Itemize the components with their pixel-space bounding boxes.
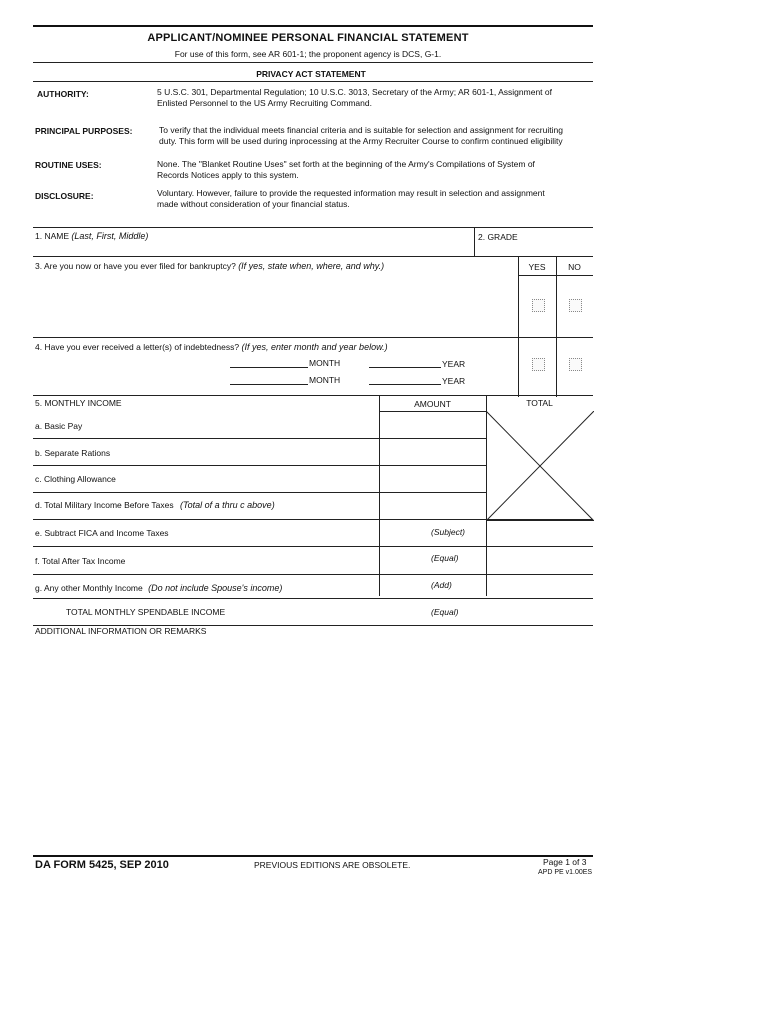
grade-field[interactable] xyxy=(478,243,590,256)
routine-uses-label: ROUTINE USES: xyxy=(35,160,102,170)
clothing-allowance-amount[interactable] xyxy=(381,467,484,491)
basic-pay-label: a. Basic Pay xyxy=(35,421,83,431)
name-label xyxy=(35,231,148,241)
indebtedness-no-checkbox[interactable] xyxy=(569,358,582,371)
disclosure-text-1: Voluntary. However, failure to provide the requested information may result in selection and assignment xyxy=(157,188,545,198)
total-header: TOTAL xyxy=(526,398,553,408)
purposes-text-2: duty. This form will be used during inprocessing at the Army Recruiter Course to confirm continued eligibility xyxy=(159,136,563,146)
privacy-end-rule xyxy=(33,227,593,228)
basic-pay-amount[interactable] xyxy=(381,413,484,437)
amount-header-rule xyxy=(379,411,486,412)
name-row-rule xyxy=(33,256,593,257)
bankruptcy-question-text: 3. Are you now or have you ever filed for bankruptcy? xyxy=(35,261,236,271)
top-rule xyxy=(33,25,593,27)
separate-rations-amount[interactable] xyxy=(381,440,484,464)
name-field[interactable] xyxy=(35,242,471,256)
remarks-label: ADDITIONAL INFORMATION OR REMARKS xyxy=(35,626,207,636)
bankruptcy-question xyxy=(35,261,384,271)
month-1-line[interactable] xyxy=(230,367,308,368)
monthly-income-heading: 5. MONTHLY INCOME xyxy=(35,398,122,408)
total-military-income-hint: (Total of a thru c above) xyxy=(179,500,275,510)
yes-no-header-rule xyxy=(518,275,593,276)
authority-text-1: 5 U.S.C. 301, Departmental Regulation; 10 U.S.C. 3013, Secretary of the Army; AR 601-1, Assignment of xyxy=(157,87,552,97)
year-1-line[interactable] xyxy=(369,367,441,368)
year-2-line[interactable] xyxy=(369,384,441,385)
amount-header: AMOUNT xyxy=(414,399,451,409)
total-military-income-text: d. Total Military Income Before Taxes xyxy=(35,500,174,510)
amount-col-left xyxy=(379,395,380,596)
purposes-text-1: To verify that the individual meets financial criteria and is suitable for selection and assignment for recruiting xyxy=(159,125,563,135)
year-2-label: YEAR xyxy=(442,376,466,386)
row-c-rule xyxy=(33,492,486,493)
indebtedness-question-text: 4. Have you ever received a letter(s) of indebtedness? xyxy=(35,342,240,352)
yes-no-divider xyxy=(556,256,557,397)
fica-taxes-total[interactable] xyxy=(488,521,591,545)
row-a-rule xyxy=(33,438,486,439)
remarks-field[interactable] xyxy=(35,640,591,852)
fica-taxes-tag: (Subject) xyxy=(431,527,466,537)
total-crossed-box xyxy=(486,411,594,521)
indebtedness-question xyxy=(35,342,388,352)
row-g-rule xyxy=(33,598,593,599)
disclosure-text-2: made without consideration of your financial status. xyxy=(157,199,350,209)
month-1-label: MONTH xyxy=(309,358,341,368)
disclosure-label: DISCLOSURE: xyxy=(35,191,94,201)
other-income-hint: (Do not include Spouse's income) xyxy=(148,583,283,593)
total-spendable-label: TOTAL MONTHLY SPENDABLE INCOME xyxy=(66,607,226,617)
privacy-rule xyxy=(33,81,593,82)
after-tax-income-tag: (Equal) xyxy=(431,553,459,563)
footer-rule xyxy=(33,855,593,857)
other-income-label xyxy=(35,583,282,593)
year-1-label: YEAR xyxy=(442,359,466,369)
other-income-text: g. Any other Monthly Income xyxy=(35,583,143,593)
row-d-rule xyxy=(33,519,593,520)
month-2-line[interactable] xyxy=(230,384,308,385)
privacy-heading: PRIVACY ACT STATEMENT xyxy=(256,69,366,79)
form-id: DA FORM 5425, SEP 2010 xyxy=(35,859,169,871)
indebtedness-hint: (If yes, enter month and year below.) xyxy=(241,342,388,352)
subtitle-rule xyxy=(33,62,593,63)
version-label: APD PE v1.00ES xyxy=(538,869,593,876)
separate-rations-label: b. Separate Rations xyxy=(35,448,111,458)
obsolete-notice: PREVIOUS EDITIONS ARE OBSOLETE. xyxy=(254,860,411,870)
row-e-rule xyxy=(33,546,593,547)
routine-uses-text-2: Records Notices apply to this system. xyxy=(157,170,299,180)
fica-taxes-label: e. Subtract FICA and Income Taxes xyxy=(35,528,169,538)
month-2-label: MONTH xyxy=(309,375,341,385)
clothing-allowance-label: c. Clothing Allowance xyxy=(35,474,116,484)
form-subtitle: For use of this form, see AR 601-1; the proponent agency is DCS, G-1. xyxy=(174,49,442,59)
total-spendable-tag: (Equal) xyxy=(431,607,459,617)
form-title: APPLICANT/NOMINEE PERSONAL FINANCIAL STATEMENT xyxy=(147,32,469,44)
yes-column-left xyxy=(518,256,519,397)
other-income-total[interactable] xyxy=(488,576,591,596)
name-label-text: 1. NAME xyxy=(35,231,70,241)
page-number: Page 1 of 3 xyxy=(543,857,587,867)
bankruptcy-explanation-field[interactable] xyxy=(35,275,515,335)
row-b-rule xyxy=(33,465,486,466)
bankruptcy-yes-checkbox[interactable] xyxy=(532,299,545,312)
bankruptcy-hint: (If yes, state when, where, and why.) xyxy=(238,261,385,271)
purposes-label: PRINCIPAL PURPOSES: xyxy=(35,126,133,136)
authority-text-2: Enlisted Personnel to the US Army Recruiting Command. xyxy=(157,98,372,108)
authority-label: AUTHORITY: xyxy=(37,89,89,99)
total-military-income-label xyxy=(35,500,275,510)
name-grade-divider xyxy=(474,227,475,256)
total-col-ext xyxy=(486,598,487,625)
name-hint: (Last, First, Middle) xyxy=(71,231,149,241)
row-f-rule xyxy=(33,574,593,575)
indebtedness-yes-checkbox[interactable] xyxy=(532,358,545,371)
grade-label: 2. GRADE xyxy=(478,232,518,242)
section4-rule xyxy=(33,395,593,396)
after-tax-income-label: f. Total After Tax Income xyxy=(35,556,126,566)
total-spendable-total[interactable] xyxy=(488,600,591,623)
after-tax-income-total[interactable] xyxy=(488,548,591,572)
other-income-tag: (Add) xyxy=(431,580,452,590)
routine-uses-text-1: None. The "Blanket Routine Uses" set forth at the beginning of the Army's Compilations of System of xyxy=(157,159,535,169)
yes-header: YES xyxy=(528,262,546,272)
no-header: NO xyxy=(568,262,581,272)
section3-rule xyxy=(33,337,593,338)
bankruptcy-no-checkbox[interactable] xyxy=(569,299,582,312)
